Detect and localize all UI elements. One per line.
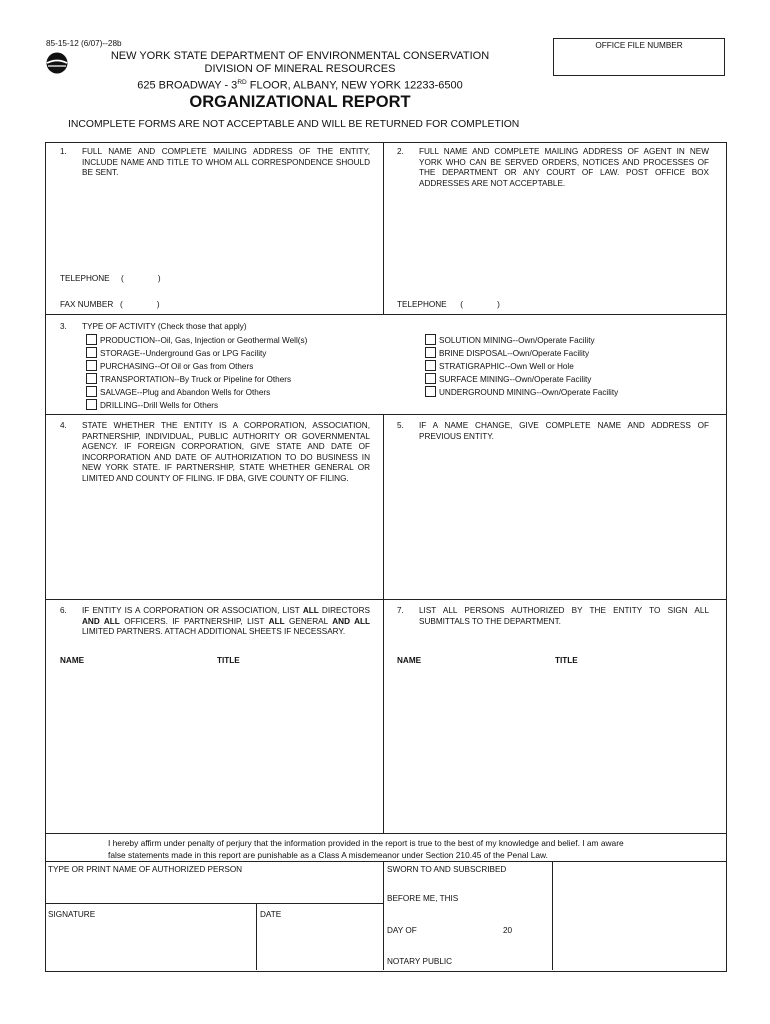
section1-number: 1.: [60, 147, 67, 156]
form-code: 85-15-12 (6/07)--28b: [46, 39, 122, 48]
agent-name-address-field[interactable]: [397, 194, 715, 294]
activity-salvage[interactable]: SALVAGE--Plug and Abandon Wells for Others: [86, 386, 307, 399]
section5-number: 5.: [397, 421, 404, 430]
activity-purchasing[interactable]: PURCHASING--Of Oil or Gas from Others: [86, 360, 307, 373]
entity-type-field[interactable]: [60, 490, 378, 594]
activity-list-left: [86, 334, 307, 412]
day-of-label: DAY OF: [387, 926, 417, 935]
authorized-person-name-field[interactable]: [48, 877, 378, 899]
checkbox[interactable]: [425, 373, 436, 384]
section2-number: 2.: [397, 147, 404, 156]
section6-title-column: TITLE: [217, 656, 240, 665]
checkbox[interactable]: [86, 373, 97, 384]
form-notice: INCOMPLETE FORMS ARE NOT ACCEPTABLE AND WILL BE RETURNED FOR COMPLETION: [68, 119, 520, 130]
section2-instructions: FULL NAME AND COMPLETE MAILING ADDRESS OF AGENT IN NEW YORK WHO CAN BE SERVED ORDERS, NOTICES AND PROCESSES OF THE DEPARTMENT OR ANY COURT OF LAW. POST OFFICE BOX ADDRESSES ARE NOT ACCEPTABLE.: [419, 147, 709, 188]
checkbox[interactable]: [86, 386, 97, 397]
date-label: DATE: [260, 910, 282, 919]
section7-number: 7.: [397, 606, 404, 615]
checkbox[interactable]: [86, 347, 97, 358]
activity-solution-mining[interactable]: SOLUTION MINING--Own/Operate Facility: [425, 334, 618, 347]
before-me-label: BEFORE ME, THIS: [387, 894, 459, 903]
activity-storage[interactable]: STORAGE--Underground Gas or LPG Facility: [86, 347, 307, 360]
checkbox[interactable]: [425, 386, 436, 397]
checkbox[interactable]: [425, 334, 436, 345]
notary-seal-field[interactable]: [556, 865, 721, 965]
affirmation-text: I hereby affirm under penalty of perjury that the information provided in the report is true to the best of my knowledge and belief. I am aware false statements made in this report are punishable as a Class A misdemeanor under Section 210.45 of the Penal Law.: [108, 838, 624, 860]
activity-brine-disposal[interactable]: BRINE DISPOSAL--Own/Operate Facility: [425, 347, 618, 360]
office-file-number-box[interactable]: [553, 38, 725, 76]
section1-instructions: FULL NAME AND COMPLETE MAILING ADDRESS OF THE ENTITY, INCLUDE NAME AND TITLE TO WHOM ALL CORRESPONDENCE SHOULD BE SENT.: [82, 147, 370, 178]
year-prefix: 20: [503, 926, 513, 935]
activity-production[interactable]: PRODUCTION--Oil, Gas, Injection or Geothermal Well(s): [86, 334, 307, 347]
section7-title-column: TITLE: [555, 656, 578, 665]
agency-header: [70, 50, 530, 93]
date-field[interactable]: [260, 922, 378, 966]
checkbox[interactable]: [425, 347, 436, 358]
checkbox[interactable]: [86, 360, 97, 371]
section6-name-column: NAME: [60, 656, 85, 665]
section3-number: 3.: [60, 322, 67, 331]
activity-stratigraphic[interactable]: STRATIGRAPHIC--Own Well or Hole: [425, 360, 618, 373]
division-name: DIVISION OF MINERAL RESOURCES: [204, 63, 396, 75]
type-print-name-label: TYPE OR PRINT NAME OF AUTHORIZED PERSON: [48, 865, 243, 874]
section7-instructions: LIST ALL PERSONS AUTHORIZED BY THE ENTITY TO SIGN ALL SUBMITTALS TO THE DEPARTMENT.: [419, 606, 709, 626]
signature-field[interactable]: [48, 922, 252, 966]
section7-name-column: NAME: [397, 656, 422, 665]
checkbox[interactable]: [86, 334, 97, 345]
agency-name: NEW YORK STATE DEPARTMENT OF ENVIRONMENTAL CONSERVATION: [110, 50, 490, 62]
activity-drilling[interactable]: DRILLING--Drill Wells for Others: [86, 399, 307, 412]
section6-instructions: IF ENTITY IS A CORPORATION OR ASSOCIATION, LIST ALL DIRECTORS AND ALL OFFICERS. IF PARTNERSHIP, LIST ALL GENERAL AND ALL LIMITED PARTNERS. ATTACH ADDITIONAL SHEETS IF NECESSARY.: [82, 606, 371, 637]
section1-fax[interactable]: FAX NUMBER ( ): [60, 300, 160, 309]
section5-instructions: IF A NAME CHANGE, GIVE COMPLETE NAME AND ADDRESS OF PREVIOUS ENTITY.: [419, 421, 709, 441]
dec-logo-icon: [46, 52, 68, 74]
sworn-label: SWORN TO AND SUBSCRIBED: [387, 865, 507, 874]
authorized-signers-field[interactable]: [397, 670, 715, 828]
section4-instructions: STATE WHETHER THE ENTITY IS A CORPORATION, ASSOCIATION, PARTNERSHIP, INDIVIDUAL, PUBLIC AUTHORITY OR GOVERNMENTAL AGENCY. IF FOREIGN CORPORATION, GIVE STATE AND DATE OF INCORPORATION AND DATE OF AUTHORIZATION TO DO BUSINESS IN NEW YORK STATE. IF PARTNERSHIP, STATE WHETHER GENERAL OR LIMITED AND COUNTY OF FILING. IF DBA, GIVE COUNTY OF FILING.: [82, 421, 370, 483]
notary-public-label: NOTARY PUBLIC: [387, 957, 453, 966]
checkbox[interactable]: [86, 399, 97, 410]
activity-transportation[interactable]: TRANSPORTATION--By Truck or Pipeline for Others: [86, 373, 307, 386]
form-title: ORGANIZATIONAL REPORT: [189, 93, 411, 111]
activity-underground-mining[interactable]: UNDERGROUND MINING--Own/Operate Facility: [425, 386, 618, 399]
section1-telephone[interactable]: TELEPHONE ( ): [60, 274, 161, 283]
activity-list-right: [425, 334, 618, 399]
agency-address: 625 BROADWAY - 3RD FLOOR, ALBANY, NEW YORK 12233-6500: [137, 79, 463, 92]
section2-telephone[interactable]: TELEPHONE ( ): [397, 300, 500, 309]
activity-surface-mining[interactable]: SURFACE MINING--Own/Operate Facility: [425, 373, 618, 386]
checkbox[interactable]: [425, 360, 436, 371]
entity-name-address-field[interactable]: [60, 182, 378, 270]
section4-number: 4.: [60, 421, 67, 430]
office-file-number-label: OFFICE FILE NUMBER: [595, 41, 683, 50]
directors-officers-field[interactable]: [60, 670, 378, 828]
section3-heading: TYPE OF ACTIVITY (Check those that apply): [82, 322, 247, 331]
previous-entity-field[interactable]: [397, 446, 715, 594]
section6-number: 6.: [60, 606, 67, 615]
signature-label: SIGNATURE: [48, 910, 96, 919]
